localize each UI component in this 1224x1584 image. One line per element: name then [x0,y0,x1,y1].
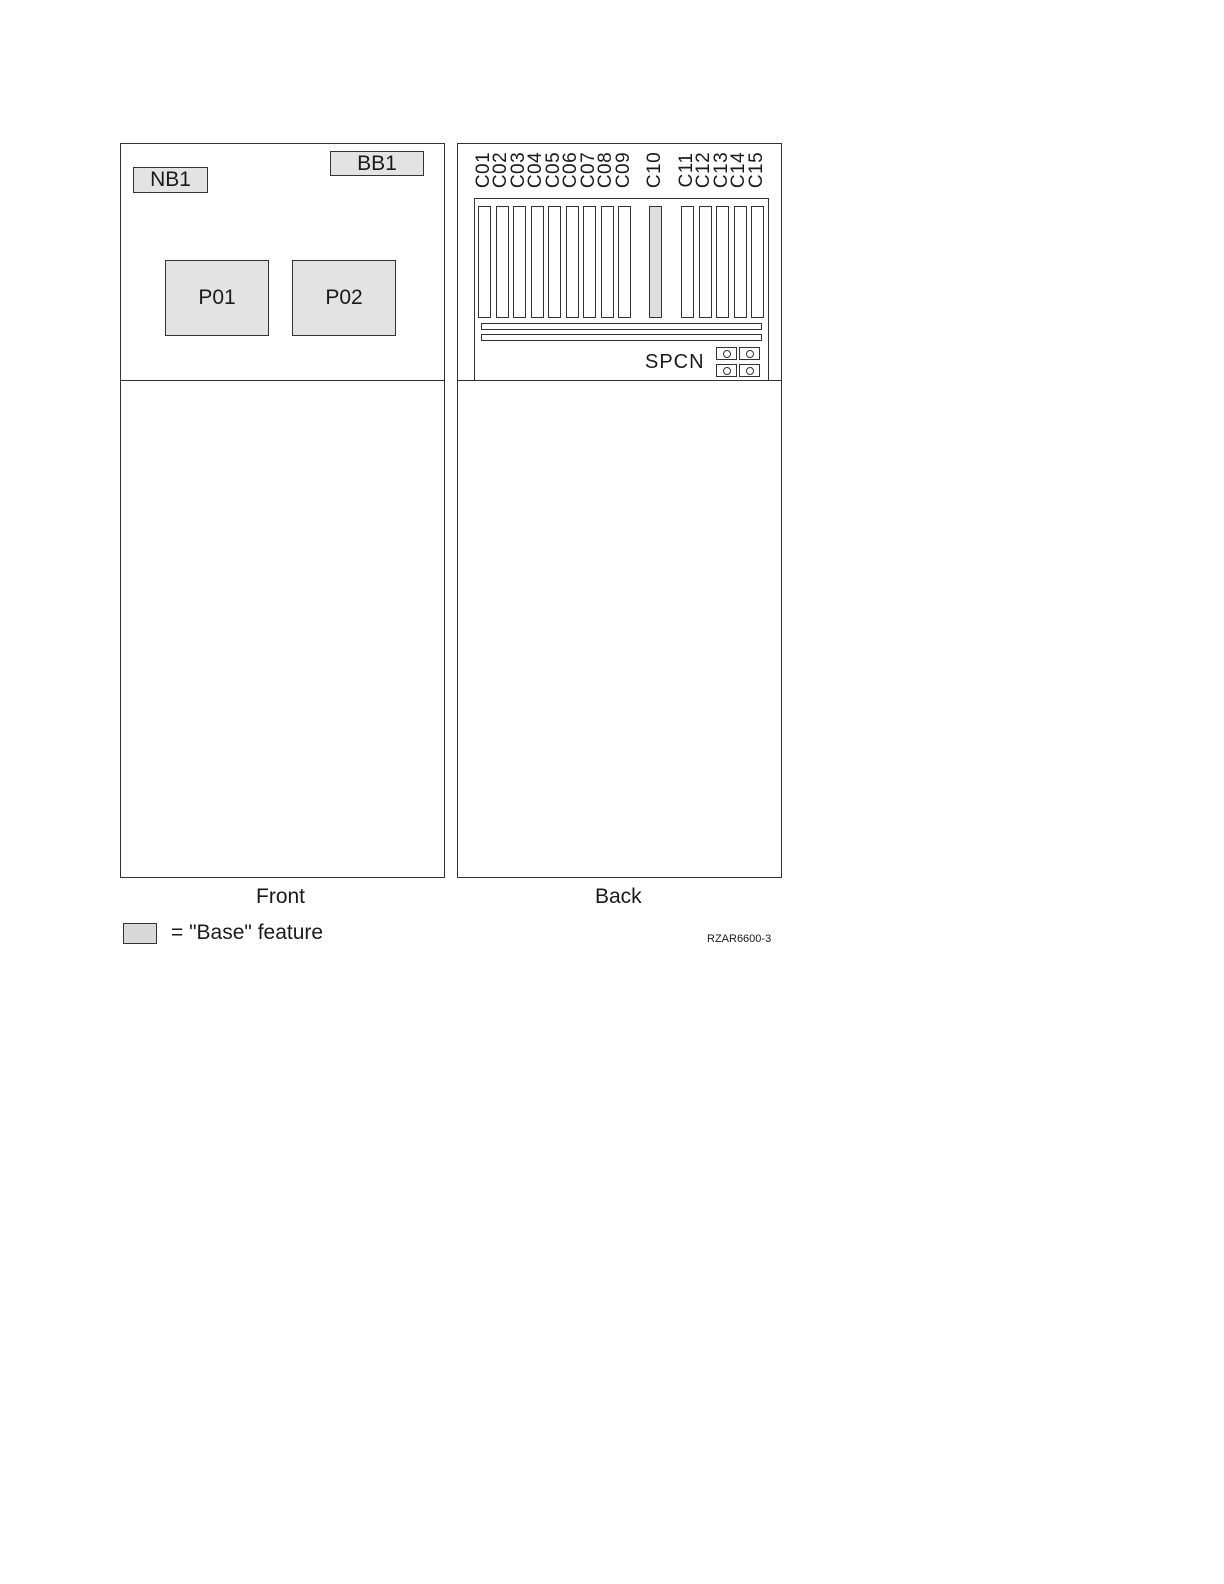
card-cage [474,198,769,381]
card-slot-c12 [699,206,712,318]
card-slot-c11 [681,206,694,318]
front-panel [120,143,445,878]
slot-label-c03: C03 [507,151,529,189]
back-panel [457,143,782,878]
card-slot-c14 [734,206,747,318]
slot-label-c04: C04 [525,151,546,189]
card-slot-c08 [601,206,614,318]
spcn-port-4 [739,364,760,377]
p02-box [292,260,396,336]
spcn-label: SPCN [645,351,705,373]
spcn-port-2 [739,347,760,360]
spcn-port-3 [716,364,737,377]
nb1-label: NB1 [150,168,191,191]
legend-base-swatch [123,923,157,944]
back-caption: Back [595,885,642,908]
slot-label-c07: C07 [577,151,599,189]
slot-label-c01: C01 [472,151,494,189]
slot-label-c02: C02 [490,151,511,189]
front-divider [121,380,444,381]
slot-label-c11: C11 [675,152,697,188]
nb1-box [133,167,208,193]
backplane-bar-lower [481,334,762,341]
card-slot-c04 [531,206,544,318]
p01-box [165,260,269,336]
card-slot-c07 [583,206,596,318]
card-slot-c10 [649,206,662,318]
slot-labels [458,144,783,196]
slot-label-c15: C15 [745,151,767,189]
figure-id: RZAR6600-3 [707,933,772,945]
backplane-bar-upper [481,323,762,330]
p02-label: P02 [325,286,363,309]
slot-label-c12: C12 [693,151,714,189]
slot-label-c10: C10 [643,151,665,189]
card-slot-c09 [618,206,631,318]
legend-text: = "Base" feature [171,921,324,944]
slot-label-c09: C09 [612,151,634,189]
slot-label-c08: C08 [595,151,616,189]
p01-label: P01 [198,286,236,309]
slot-label-c06: C06 [560,151,581,189]
spcn-port-1 [716,347,737,360]
bb1-label: BB1 [357,151,397,175]
card-slot-c13 [716,206,729,318]
slot-row [475,199,770,324]
card-slot-c01 [478,206,491,318]
card-slot-c05 [548,206,561,318]
card-slot-c02 [496,206,509,318]
card-slot-c03 [513,206,526,318]
slot-label-c13: C13 [710,151,732,189]
bb1-box [330,151,424,176]
slot-label-c14: C14 [728,151,749,189]
card-slot-c06 [566,206,579,318]
slot-label-c05: C05 [542,151,564,189]
front-caption: Front [256,885,306,908]
card-slot-c15 [751,206,764,318]
